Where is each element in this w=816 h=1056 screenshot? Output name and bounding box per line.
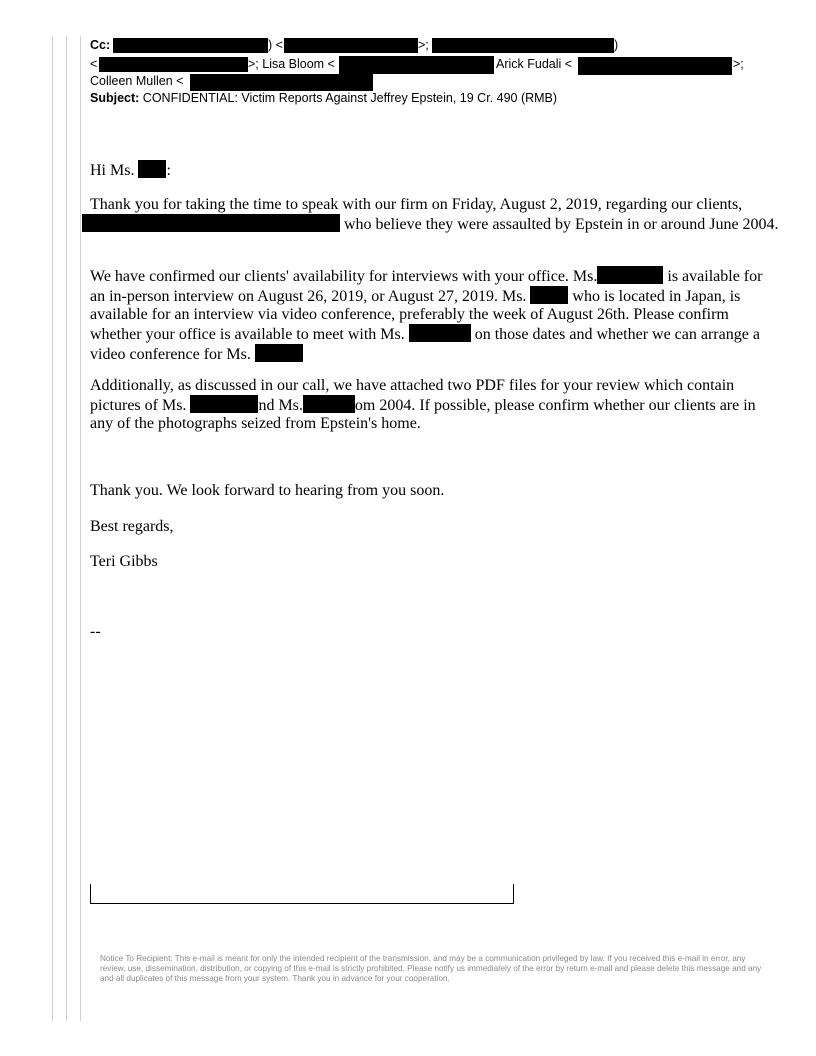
redaction [339,56,494,74]
redaction [255,344,303,362]
redaction [190,74,373,91]
p2-text: on those dates and whether we can arrange a video conference for Ms. [90,326,760,363]
cc-text: < [90,57,98,71]
subject-line [90,90,557,106]
cc-text: Arick Fudali < [496,57,573,71]
thanks-line: Thank you. We look forward to hearing from you soon. [90,482,445,499]
subject-text: CONFIDENTIAL: Victim Reports Against Jeffrey Epstein, 19 Cr. 490 (RMB) [142,91,558,105]
cc-text: ) < [268,38,283,52]
paragraph-1 [90,196,780,234]
p1-text: Thank you for taking the time to speak with our firm on Friday, August 2, 2019, regarding our clients, [90,196,743,213]
greeting-colon: : [166,162,171,179]
cc-text: Colleen Mullen < [90,74,184,88]
cc-text: >; [418,38,429,52]
redaction [409,324,471,342]
p2-text: is available for an in-person interview on August 26, 2019, or August 27, 2019. Ms. [90,268,763,305]
margin-rule [80,36,81,1021]
paragraph-3 [90,377,780,433]
signature-box [90,884,514,904]
redaction [578,57,732,75]
cc-text: ) [614,38,619,52]
p2-text: We have confirmed our clients' availability for interviews with your office. Ms. [90,268,598,285]
p3-text: nd Ms. [258,397,303,414]
greeting [90,160,780,180]
cc-line-1 [90,37,110,53]
redaction [303,395,355,413]
greeting-text: Hi Ms. [90,162,135,179]
cc-label: Cc: [90,38,111,52]
redaction [138,160,166,178]
closing-line: Best regards, [90,518,174,535]
redaction [190,395,258,413]
redaction [82,214,340,232]
subject-label: Subject: [90,91,140,105]
cc-text: >; [733,57,744,71]
p3-text: om 2004. If possible, please confirm whether our clients are in any of the photographs seized from Epstein's home. [90,397,756,432]
redaction [113,38,268,53]
signature: Teri Gibbs [90,553,158,570]
legal-notice: Notice To Recipient: This e-mail is meant for only the intended recipient of the transmission, and may be a communication privileged by law. If you received this e-mail in error, any review, use, dissemination, distribution, or copying of this e-mail is strictly prohibited. Please notify us immediately of the error by return e-mail and please delete this message and any and all duplicates of this message from your system. Thank you in advance for your cooperation. [100,954,762,983]
redaction [99,57,248,72]
margin-rule [52,36,53,1021]
signature-separator: -- [90,623,101,640]
p3-text: Additionally, as discussed in our call, we have attached two PDF files for your review which contain pictures of Ms. [90,377,735,414]
cc-text: >; Lisa Bloom < [248,57,335,71]
margin-rule [66,36,67,1021]
redaction [432,38,614,53]
redaction [284,38,418,53]
redaction [597,266,663,284]
p2-text: who is located in Japan, is available for an interview via video conference, preferably the week of August 26th. Please confirm whether your office is available to meet with Ms. [90,288,741,343]
redaction [530,286,568,304]
p1-text: who believe they were assaulted by Epstein in or around June 2004. [340,216,779,233]
paragraph-2 [90,266,780,364]
